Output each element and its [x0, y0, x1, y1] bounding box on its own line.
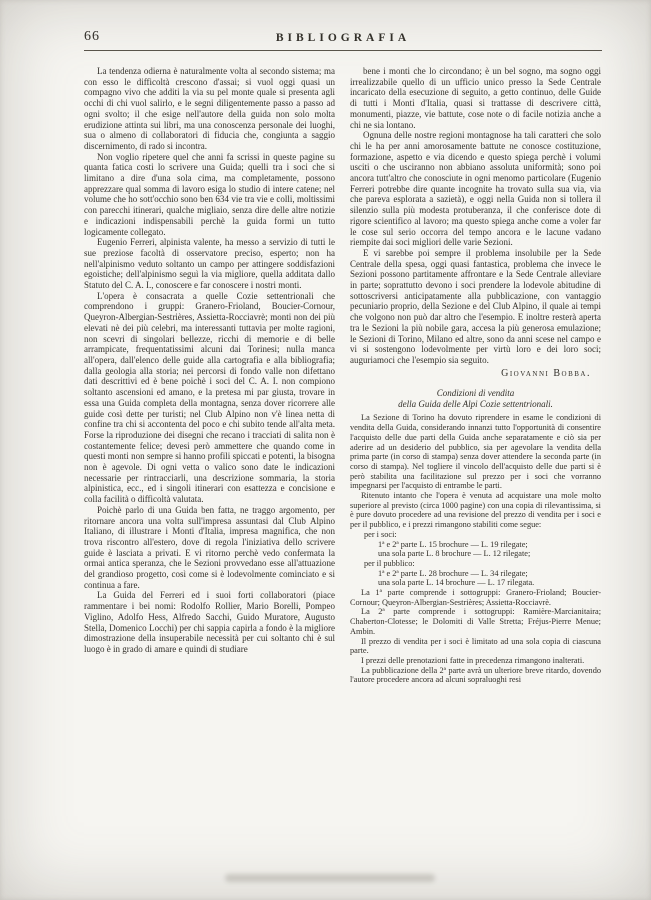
body-paragraph: L'opera è consacrata a quelle Cozie settentrionali che comprendono i gruppi: Granero-Frioland, Boucier-Cornour, Queyron-Albergian-Sestrières, Assietta-Rocciavrè; monti non dei più elevati nè dei più celebri, ma interessanti tuttavia per molte ragioni, non scevri di singolari bellezze, ricchi di memorie e di belle arrampicate, frequentatissimi alcuni dai Torinesi; nulla manca all'opera, dall'elenco delle guide alla cartografia e alla bibliografia; dalla geologia alla storia; nei percorsi di fondo valle non difettano dati descrittivi ed è bene poichè i soci del C. A. I. non compiono soltanto ascensioni ed amano, e la pretesa mi par giusta, trovare in essa una Guida completa della montagna, senza dover ricorrere alle guide così dette per turisti; nel Club Alpino non v'è linea netta di confine tra chi si accontenta del poco e chi subito tende all'alta meta. Forse la riproduzione dei disegni che recano i tracciati di salita non è costantemente felice; devesi però ammettere che quando come in questi monti non sempre si hanno profili spiccati e potenti, la bisogna non è agevole. Di ogni vetta o valico sono date le indicazioni necessarie per rintracciarli, una descrizione sommaria, la storia alpinistica, ecc., ed i singoli itinerari con esattezza e concisione e colla facilità o difficoltà valutata.: [84, 290, 335, 505]
page-number: 66: [84, 29, 100, 44]
price-group-label: per i soci:: [364, 529, 397, 539]
sale-conditions-section: [350, 413, 601, 685]
body-paragraph: La Guida del Ferreri ed i suoi forti collaboratori (piace rammentare i bei nomi: Rodolfo Rollier, Mario Borelli, Pompeo Viglino, Adolfo Hess, Alfredo Sacchi, Guido Muratore, Augusto Stella, Domenico Locchi) per chi sappia capirla a fondo è la migliore dimostrazione della insuperabile necessità per cui soltanto chi è sul luogo è in grado di amare e quindi di studiare: [84, 590, 335, 654]
section-heading-line2: della Guida delle Alpi Cozie settentrionali.: [398, 399, 553, 410]
author-signature: Giovanni Bobba.: [501, 367, 591, 379]
sale-paragraph: Il prezzo di vendita per i soci è limitato ad una sola copia di ciascuna parte.: [350, 636, 601, 656]
sale-paragraph: I prezzi delle prenotazioni fatte in precedenza rimangono inalterati.: [361, 655, 585, 665]
sale-paragraph: La 1ª parte comprende i sottogruppi: Granero-Frioland; Boucier-Cornour; Queyron-Albergian-Sestrières; Assietta-Rocciavrè.: [350, 588, 601, 607]
price-group-label: per il pubblico:: [364, 558, 415, 568]
price-line: una sola parte L. 14 brochure — L. 17 rilegata.: [378, 578, 535, 588]
body-paragraph: Poichè parlo di una Guida ben fatta, ne traggo argomento, per ritornare ancora una volta sull'impresa assuntasi dal Club Alpino Italiano, di illustrare i Monti d'Italia, impresa magnifica, che non trova riscontro all'estero, dove di regola l'iniziativa dello scrivere guide è lasciata a privati. E vi ritorno perchè vedo confermata la ormai antica speranza, che le Sezioni provvedano esse all'attuazione del grandioso progetto, così come si è lodevolmente cominciato e si continua a fare.: [84, 504, 335, 590]
sale-paragraph: La pubblicazione della 2ª parte avrà un ulteriore breve ritardo, dovendo l'autore procedere ancora ad alcuni sopraluoghi resi: [350, 665, 601, 685]
body-paragraph: Non voglio ripetere quel che anni fa scrissi in queste pagine su quanta fatica costi lo scrivere una Guida; quelli tra i soci che si limitano a dire d'una sola cima, ma completamente, possono apprezzare qual somma di lavoro esiga lo studio di intere catene; nel volume che ho sott'occhio sono ben 634 vie tra vie e colli, moltissimi con parecchi itinerari, qualche migliaio, senza dire delle altre notizie e indicazioni indispensabili perchè la guida formi un tutto logicamente collegato.: [84, 151, 335, 237]
bleed-through-artifact: [225, 874, 435, 882]
price-line: una sola parte L. 8 brochure — L. 12 rilegate;: [378, 549, 531, 559]
page-header: [84, 28, 602, 51]
price-line: 1ª e 2ª parte L. 28 brochure — L. 34 rilegate;: [378, 568, 528, 578]
body-paragraph: Ognuna delle nostre regioni montagnose ha tali caratteri che solo chi le ha per anni amorosamente battute ne conosce costituzione, formazione, aspetto e via dicendo e questo spiega perchè i volumi usciti o che usciranno non abbiano assoluta uniformità; sono poi ancora tutt'altro che conosciute in ogni menomo particolare (Eugenio Ferreri potrebbe dire quante incognite ha trovato sulla sua via, via che pareva esplorata a sazietà), e oggi nella Guida non si tollera il silenzio sulla più modesta protuberanza, il che conferisce dote di rigore scientifico al lavoro; ma questo spiega anche come a voler far le cose sul serio occorra del tempo ancora e le lacune vadano riempite dai soci migliori delle varie Sezioni.: [350, 130, 601, 248]
body-paragraph: Eugenio Ferreri, alpinista valente, ha messo a servizio di tutti le sue preziose facoltà di osservatore preciso, esperto; non ha nell'alpinismo veduto soltanto un campo per attingere soddisfazioni egoistiche; dell'alpinismo seguì la via migliore, quella additata dallo Statuto del C. A. I., conoscere e far conoscere i nostri monti.: [84, 237, 335, 291]
body-paragraph: E vi sarebbe poi sempre il problema insolubile per la Sede Centrale della spesa, oggi quasi fantastica, problema che invece le Sezioni possono partitamente affrontare e la Sede Centrale alleviare in parte; soprattutto devono i soci prendere la lodevole abitudine di sottoscriversi anticipatamente alla pubblicazione, con vantaggio pecuniario proprio, della Sezione e del Club Alpino, il quale ai tempi che volgono non può dar altro che l'esempio. E inoltre resterà aperta tra le Sezioni la più nobile gara, accesa la più generosa emulazione; le Sezioni di Torino, Milano ed altre, sono da anni scese nel campo e vi si sostengono lodevolmente per virtù loro e dei loro soci; auguriamoci che l'esempio sia seguito.: [350, 247, 601, 365]
left-column: [84, 66, 335, 685]
sale-paragraph: Ritenuto intanto che l'opera è venuta ad acquistare una mole molto superiore al previsto (circa 1000 pagine) con una copia di rilevantissima, si è pure dovuto procedere ad una revisione del prezzo di vendita per i soci e per il pubblico, e i prezzi rimangono stabiliti come segue:: [350, 491, 601, 530]
two-column-layout: [84, 66, 602, 685]
price-line: 1ª e 2ª parte L. 15 brochure — L. 19 rilegate;: [378, 539, 528, 549]
body-paragraph: La tendenza odierna è naturalmente volta al secondo sistema; ma con esso le difficoltà crescono d'assai; si vuol oggi quasi un compagno vivo che additi la via su pel monte quale si presenta agli occhi di chi vuol salirlo, e le segni diligentemente passo a passo ad ogni svolto; il che esige nell'autore della guida non solo molta erudizione attinta sui libri, ma una conoscenza personale dei luoghi, sua o almeno di collaboratori di fiducia che, congiunta a saggio discernimento, di rado si incontra.: [84, 66, 335, 151]
sale-paragraph: La Sezione di Torino ha dovuto riprendere in esame le condizioni di vendita della Guida, considerando innanzi tutto l'opportunità di consentire l'acquisto delle due parti della Guida anche separatamente e ciò sia per aderire ad un desiderio del pubblico, sia per agevolare la vendita della prima parte (in corso di stampa) senza dover attendere la seconda parte (in corso di stampa). Nel togliere il vincolo dell'acquisto delle due parti si è però stabilita una facilitazione sul prezzo per i soci che vorranno impegnarsi per l'acquisto di entrambe le parti.: [350, 413, 601, 491]
section-heading-line1: Condizioni di vendita: [436, 388, 515, 399]
right-column: [350, 66, 601, 685]
body-paragraph: bene i monti che lo circondano; è un bel sogno, ma sogno oggi irrealizzabile quello di un ufficio unico presso la Sede Centrale incaricato della esecuzione di seguito, a getto continuo, delle Guide di tutti i Monti d'Italia, quasi si trattasse di descrivere città, monumenti, piazze, vie battute, cose note o di facile notizia anche a chi ne sia lontano.: [350, 66, 601, 130]
section-heading: [350, 388, 601, 410]
page-content: [84, 28, 602, 685]
page-title: BIBLIOGRAFIA: [275, 32, 411, 44]
sale-paragraph: La 2ª parte comprende i sottogruppi: Ramière-Marcianitaira; Chaberton-Clotesse; le Dolomiti di Valle Stretta; Fréjus-Pierre Menue; Ambin.: [350, 607, 601, 636]
